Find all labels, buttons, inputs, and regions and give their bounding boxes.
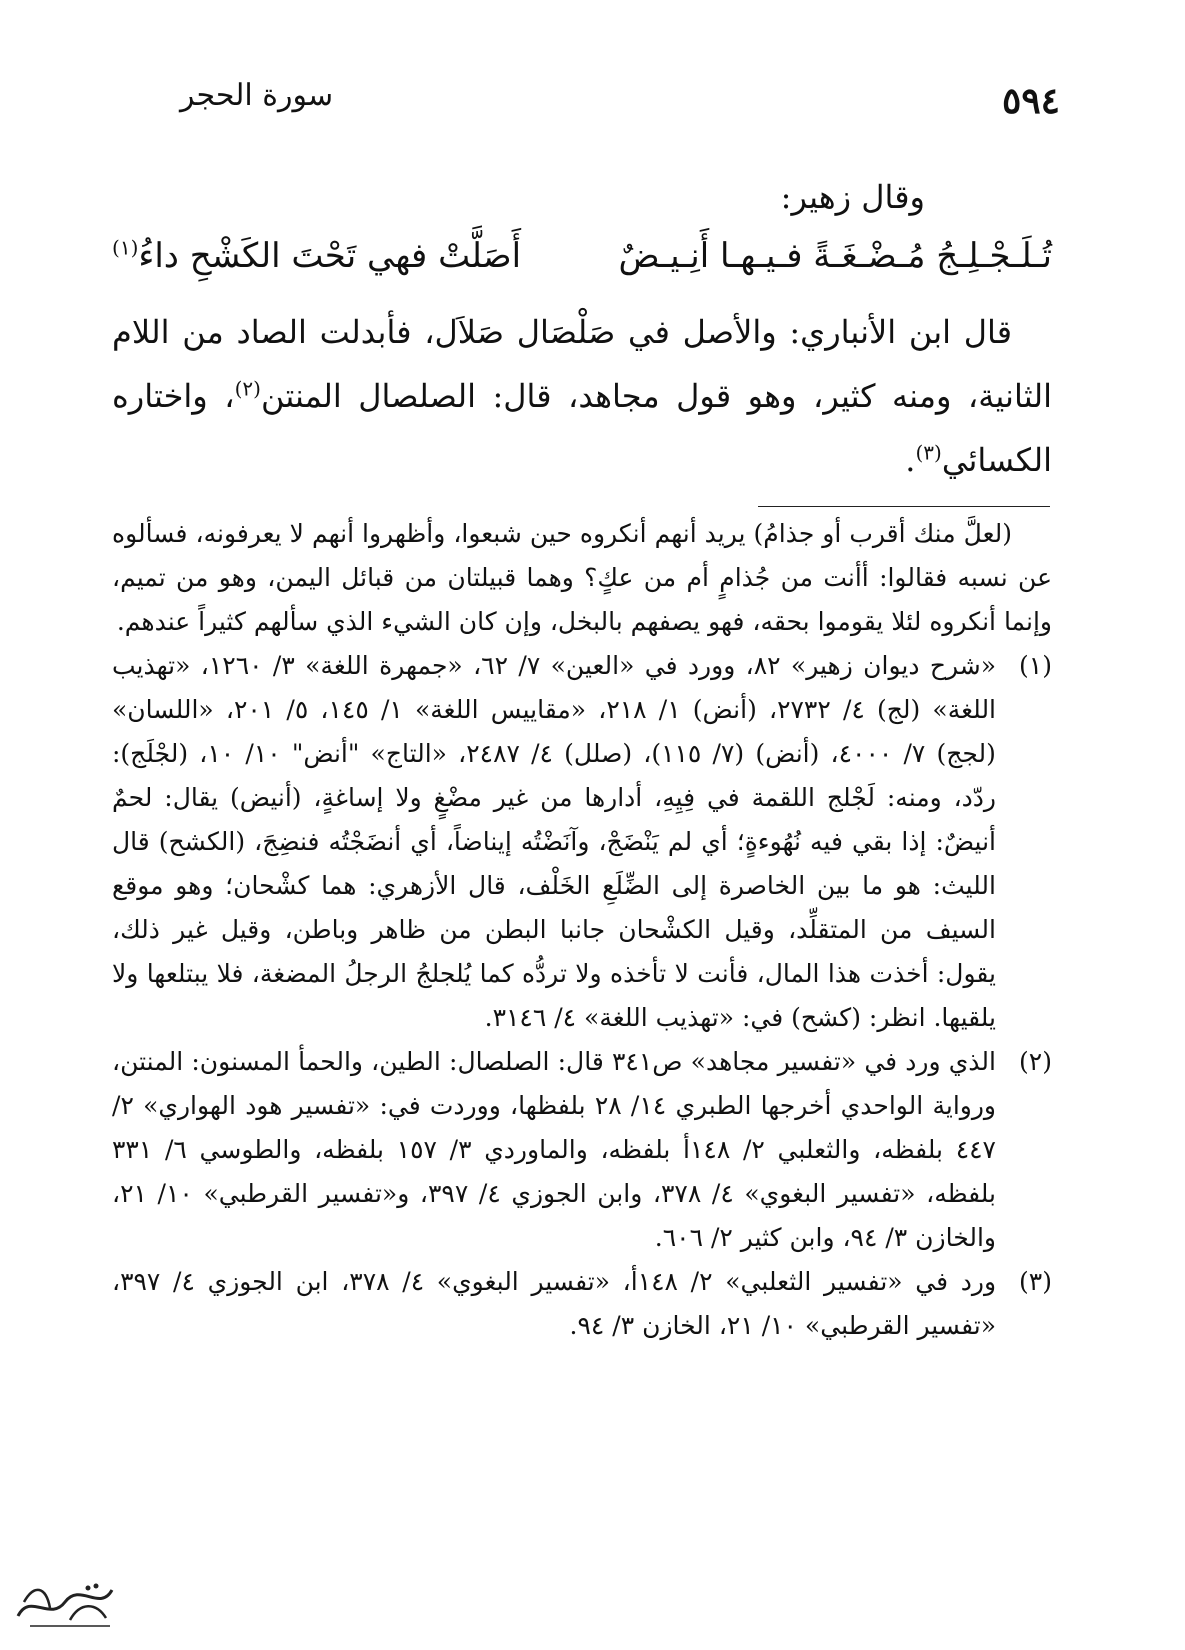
footnote-text: «شرح ديوان زهير» ٨٢، وورد في «العين» ٧/ ٦٢، «جمهرة اللغة» ٣/ ١٢٦٠، «تهذيب اللغة» (لج) ٤/ ٢٧٣٢، (أنض) ١/ ٢١٨، «مقاييس اللغة» ١/ ١٤٥، ٥/ ٢٠١، «اللسان» (لجج) ٧/ ٤٠٠٠، (أنض) (٧/ ١١٥)، (صلل) ٤/ ٢٤٨٧، «التاج» "أنض" ١٠/ ١٠، (لجْلَج): ردّد، ومنه: لَجْلج اللقمة في فِيِهِ، أدارها من غير مضْغٍ ولا إساغةٍ، (أنيض) يقال: لحمٌ أنيضٌ: إذا بقي فيه نُهُوءةٍ؛ أي لم يَنْضَجْ، وآنَضْتُه إيناضاً، أي أنضَجْتُه فنضِجَ، (الكشح) قال الليث: هو ما بين الخاصرة إلى الضِّلَعِ الخَلْف، قال الأزهري: هما كشْحان؛ وهو موقع السيف من المتقلِّد، وقيل الكشْحان جانبا البطن من ظاهر وباطن، وقيل غير ذلك، يقول: أخذت هذا المال، فأنت لا تأخذه ولا تردُّه كما يُلجلجُ الرجلُ المضغة، فلا يبتلعها ولا يلقيها. انظر: (كشح) في: «تهذيب اللغة» ٤/ ٣١٤٦. bbox=[112, 651, 997, 1032]
footnotes bbox=[112, 512, 1052, 1348]
footnote-2 bbox=[112, 1040, 1052, 1260]
poetry-verse bbox=[112, 236, 1052, 296]
publisher-logo bbox=[10, 1572, 120, 1634]
verse-hemistich-second bbox=[112, 236, 521, 276]
footnote-mark-2: (٢) bbox=[234, 376, 261, 401]
footnote-text: الذي ورد في «تفسير مجاهد» ص٣٤١ قال: الصلصال: الطين، والحمأ المسنون: المنتن، ورواية الواحدي أخرجها الطبري ١٤/ ٢٨ بلفظها، ووردت في: «تفسير هود الهواري» ٢/ ٤٤٧ بلفظه، والثعلبي ٢/ ١٤٨أ بلفظه، والماوردي ٣/ ١٥٧ بلفظه، والطوسي ٦/ ٣٣١ بلفظه، «تفسير البغوي» ٤/ ٣٧٨، وابن الجوزي ٤/ ٣٩٧، و«تفسير القرطبي» ١٠/ ٢١، والخازن ٣/ ٩٤، وابن كثير ٢/ ٦٠٦. bbox=[112, 1047, 996, 1252]
footnote-continuation: (لعلَّ منك أقرب أو جذامُ) يريد أنهم أنكروه حين شبعوا، وأظهروا أنهم لا يعرفونه، فسألوه عن نسبه فقالوا: أأنت من جُذامٍ أم من عكٍ؟ وهما قبيلتان من قبائل اليمن، وهو من تميم، وإنما أنكروه لئلا يقوموا بحقه، فهو يصفهم بالبخل، وإن كان الشيء الذي سألهم كثيراً عندهم. bbox=[112, 519, 1052, 636]
footnote-number: (١) bbox=[1019, 651, 1052, 680]
paragraph-text-2: ، واختاره الكسائي bbox=[112, 377, 1052, 479]
verse-hemistich-second-text: أَصَلَّتْ فهي تَحْتَ الكَشْحِ داءُ bbox=[138, 236, 522, 276]
paragraph-text-1: قال ابن الأنباري: والأصل في صَلْصَال صَلاَل، فأبدلت الصاد من اللام الثانية، ومنه كثير، وهو قول مجاهد، قال: الصلصال المنتن bbox=[112, 313, 1053, 415]
footnote-number: (٣) bbox=[1019, 1267, 1052, 1296]
poet-intro: وقال زهير: bbox=[780, 178, 925, 216]
page-number: ٥٩٤ bbox=[1001, 80, 1060, 122]
verse-hemistich-first: تُـلَـجْـلِـجُ مُـضْـغَـةً فـيـهـا أَنِـيـضٌ bbox=[618, 236, 1052, 276]
paragraph-text-3: . bbox=[905, 441, 916, 479]
page-header bbox=[180, 78, 1060, 138]
footnote-mark-3: (٣) bbox=[915, 440, 942, 465]
footnote-mark-1: (١) bbox=[112, 235, 139, 260]
footnote-1 bbox=[112, 644, 1052, 1040]
main-paragraph bbox=[112, 300, 1052, 492]
footnote-number: (٢) bbox=[1019, 1047, 1052, 1076]
footnote-divider bbox=[758, 506, 1050, 507]
footnote-3 bbox=[112, 1260, 1052, 1348]
footnote-text: ورد في «تفسير الثعلبي» ٢/ ١٤٨أ، «تفسير البغوي» ٤/ ٣٧٨، ابن الجوزي ٤/ ٣٩٧، «تفسير القرطبي» ١٠/ ٢١، الخازن ٣/ ٩٤. bbox=[112, 1267, 997, 1340]
surah-name: سورة الحجر bbox=[180, 78, 334, 113]
